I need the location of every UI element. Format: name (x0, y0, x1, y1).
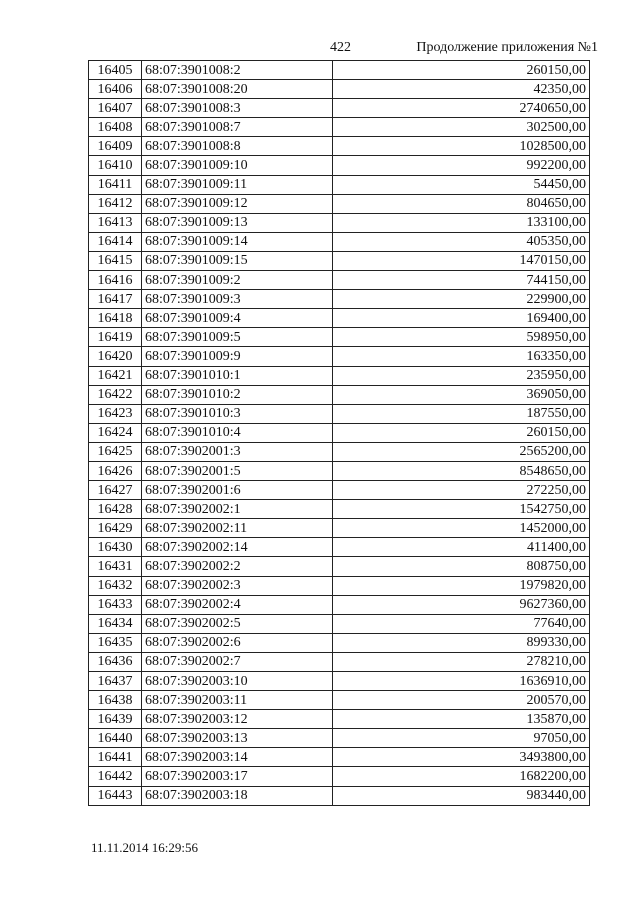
row-number: 16413 (89, 213, 142, 232)
cadastral-value-table (88, 60, 590, 806)
cadastral-value: 135870,00 (333, 710, 590, 729)
row-number: 16427 (89, 481, 142, 500)
row-number: 16424 (89, 423, 142, 442)
row-number: 16442 (89, 767, 142, 786)
cadastral-value: 1542750,00 (333, 500, 590, 519)
cadastral-value: 9627360,00 (333, 595, 590, 614)
cadastral-value: 3493800,00 (333, 748, 590, 767)
row-number: 16440 (89, 729, 142, 748)
cadastral-number: 68:07:3901010:2 (142, 385, 333, 404)
row-number: 16412 (89, 194, 142, 213)
table-row (89, 691, 590, 710)
cadastral-value: 2740650,00 (333, 99, 590, 118)
cadastral-value: 169400,00 (333, 309, 590, 328)
cadastral-number: 68:07:3902001:5 (142, 461, 333, 480)
row-number: 16429 (89, 519, 142, 538)
table-row (89, 194, 590, 213)
cadastral-value: 77640,00 (333, 614, 590, 633)
table-row (89, 710, 590, 729)
table-row (89, 672, 590, 691)
cadastral-number: 68:07:3902002:5 (142, 614, 333, 633)
cadastral-number: 68:07:3902003:12 (142, 710, 333, 729)
cadastral-number: 68:07:3902002:11 (142, 519, 333, 538)
row-number: 16439 (89, 710, 142, 729)
cadastral-value: 598950,00 (333, 328, 590, 347)
cadastral-value: 2565200,00 (333, 442, 590, 461)
cadastral-number: 68:07:3902001:3 (142, 442, 333, 461)
table-row (89, 271, 590, 290)
table-row (89, 385, 590, 404)
cadastral-number: 68:07:3902002:7 (142, 652, 333, 671)
cadastral-number: 68:07:3901010:3 (142, 404, 333, 423)
cadastral-value: 405350,00 (333, 232, 590, 251)
row-number: 16416 (89, 271, 142, 290)
cadastral-number: 68:07:3902003:11 (142, 691, 333, 710)
cadastral-number: 68:07:3901008:2 (142, 61, 333, 80)
cadastral-value: 8548650,00 (333, 461, 590, 480)
cadastral-value: 235950,00 (333, 366, 590, 385)
cadastral-value: 1470150,00 (333, 251, 590, 270)
table-row (89, 442, 590, 461)
row-number: 16420 (89, 347, 142, 366)
cadastral-value: 804650,00 (333, 194, 590, 213)
row-number: 16405 (89, 61, 142, 80)
table-row (89, 481, 590, 500)
cadastral-number: 68:07:3901008:3 (142, 99, 333, 118)
cadastral-number: 68:07:3902003:18 (142, 786, 333, 805)
row-number: 16414 (89, 232, 142, 251)
row-number: 16426 (89, 461, 142, 480)
cadastral-value: 992200,00 (333, 156, 590, 175)
table-row (89, 290, 590, 309)
cadastral-value: 187550,00 (333, 404, 590, 423)
table-row (89, 309, 590, 328)
row-number: 16435 (89, 633, 142, 652)
table-row (89, 232, 590, 251)
table-row (89, 786, 590, 805)
table-row (89, 538, 590, 557)
cadastral-value: 54450,00 (333, 175, 590, 194)
table-row (89, 748, 590, 767)
cadastral-number: 68:07:3901008:20 (142, 80, 333, 99)
cadastral-value: 744150,00 (333, 271, 590, 290)
cadastral-number: 68:07:3902003:14 (142, 748, 333, 767)
row-number: 16419 (89, 328, 142, 347)
cadastral-value: 1636910,00 (333, 672, 590, 691)
table-row (89, 652, 590, 671)
cadastral-value: 229900,00 (333, 290, 590, 309)
row-number: 16434 (89, 614, 142, 633)
table-row (89, 175, 590, 194)
table-row (89, 423, 590, 442)
row-number: 16418 (89, 309, 142, 328)
table-row (89, 118, 590, 137)
cadastral-number: 68:07:3901009:13 (142, 213, 333, 232)
table-row (89, 461, 590, 480)
row-number: 16410 (89, 156, 142, 175)
table-row (89, 328, 590, 347)
cadastral-value: 411400,00 (333, 538, 590, 557)
cadastral-value: 1682200,00 (333, 767, 590, 786)
page-number: 422 (330, 40, 351, 55)
table-body (89, 61, 590, 806)
table-row (89, 99, 590, 118)
row-number: 16417 (89, 290, 142, 309)
table-row (89, 213, 590, 232)
table-row (89, 557, 590, 576)
cadastral-number: 68:07:3901009:9 (142, 347, 333, 366)
row-number: 16431 (89, 557, 142, 576)
cadastral-number: 68:07:3901009:5 (142, 328, 333, 347)
cadastral-number: 68:07:3901009:10 (142, 156, 333, 175)
row-number: 16437 (89, 672, 142, 691)
table-row (89, 156, 590, 175)
row-number: 16430 (89, 538, 142, 557)
cadastral-value: 1979820,00 (333, 576, 590, 595)
table-row (89, 500, 590, 519)
table-row (89, 404, 590, 423)
cadastral-value: 808750,00 (333, 557, 590, 576)
cadastral-number: 68:07:3901009:12 (142, 194, 333, 213)
table-row (89, 519, 590, 538)
row-number: 16443 (89, 786, 142, 805)
cadastral-number: 68:07:3901008:8 (142, 137, 333, 156)
row-number: 16428 (89, 500, 142, 519)
cadastral-number: 68:07:3902001:6 (142, 481, 333, 500)
row-number: 16425 (89, 442, 142, 461)
table-row (89, 366, 590, 385)
cadastral-value: 163350,00 (333, 347, 590, 366)
table-row (89, 576, 590, 595)
row-number: 16432 (89, 576, 142, 595)
cadastral-number: 68:07:3902002:4 (142, 595, 333, 614)
table-row (89, 251, 590, 270)
cadastral-value: 369050,00 (333, 385, 590, 404)
row-number: 16408 (89, 118, 142, 137)
cadastral-value: 42350,00 (333, 80, 590, 99)
appendix-continuation-note: Продолжение приложения №1 (416, 40, 598, 55)
cadastral-value: 302500,00 (333, 118, 590, 137)
row-number: 16406 (89, 80, 142, 99)
cadastral-value: 97050,00 (333, 729, 590, 748)
cadastral-number: 68:07:3902002:3 (142, 576, 333, 595)
cadastral-value: 1028500,00 (333, 137, 590, 156)
table-row (89, 614, 590, 633)
cadastral-value: 278210,00 (333, 652, 590, 671)
cadastral-number: 68:07:3901009:14 (142, 232, 333, 251)
table-row (89, 595, 590, 614)
cadastral-value: 260150,00 (333, 61, 590, 80)
row-number: 16411 (89, 175, 142, 194)
table-row (89, 61, 590, 80)
cadastral-value: 200570,00 (333, 691, 590, 710)
row-number: 16423 (89, 404, 142, 423)
cadastral-number: 68:07:3902002:6 (142, 633, 333, 652)
row-number: 16407 (89, 99, 142, 118)
cadastral-value: 899330,00 (333, 633, 590, 652)
row-number: 16421 (89, 366, 142, 385)
table-row (89, 633, 590, 652)
cadastral-value: 260150,00 (333, 423, 590, 442)
cadastral-number: 68:07:3902003:17 (142, 767, 333, 786)
table-row (89, 729, 590, 748)
cadastral-value: 1452000,00 (333, 519, 590, 538)
cadastral-number: 68:07:3901010:4 (142, 423, 333, 442)
cadastral-number: 68:07:3902003:10 (142, 672, 333, 691)
row-number: 16438 (89, 691, 142, 710)
row-number: 16409 (89, 137, 142, 156)
cadastral-number: 68:07:3902002:2 (142, 557, 333, 576)
cadastral-number: 68:07:3901009:3 (142, 290, 333, 309)
row-number: 16433 (89, 595, 142, 614)
cadastral-value: 133100,00 (333, 213, 590, 232)
cadastral-number: 68:07:3902003:13 (142, 729, 333, 748)
cadastral-value: 272250,00 (333, 481, 590, 500)
row-number: 16441 (89, 748, 142, 767)
row-number: 16422 (89, 385, 142, 404)
cadastral-number: 68:07:3901009:15 (142, 251, 333, 270)
cadastral-number: 68:07:3901009:2 (142, 271, 333, 290)
row-number: 16436 (89, 652, 142, 671)
cadastral-number: 68:07:3901009:11 (142, 175, 333, 194)
row-number: 16415 (89, 251, 142, 270)
table-row (89, 137, 590, 156)
cadastral-number: 68:07:3902002:14 (142, 538, 333, 557)
table-row (89, 347, 590, 366)
print-timestamp: 11.11.2014 16:29:56 (91, 840, 199, 855)
cadastral-number: 68:07:3901010:1 (142, 366, 333, 385)
cadastral-number: 68:07:3901008:7 (142, 118, 333, 137)
cadastral-number: 68:07:3902002:1 (142, 500, 333, 519)
table-row (89, 767, 590, 786)
cadastral-value: 983440,00 (333, 786, 590, 805)
table-row (89, 80, 590, 99)
cadastral-number: 68:07:3901009:4 (142, 309, 333, 328)
